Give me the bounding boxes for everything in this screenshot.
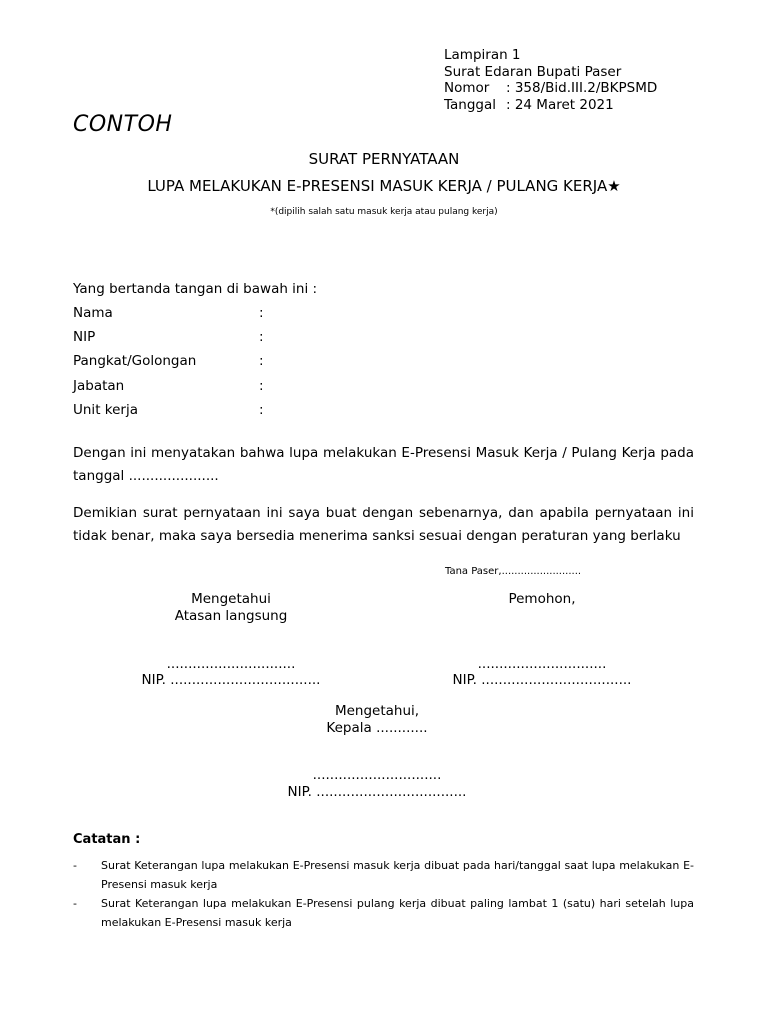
- place-date: Tana Paser,.........................: [445, 566, 582, 577]
- notes-heading: Catatan :: [73, 832, 141, 847]
- selection-note: *(dipilih salah satu masuk kerja atau pulang kerja): [270, 207, 498, 217]
- tanggal-label: Tanggal: [444, 96, 497, 113]
- contoh-label: CONTOH: [73, 112, 173, 137]
- left-signature-role: Atasan langsung: [174, 608, 288, 624]
- document-subtitle: [0, 177, 768, 195]
- left-signature-name: ..............................: [166, 656, 296, 672]
- star-icon: ★: [607, 177, 621, 195]
- lampiran-title: Lampiran 1: [444, 47, 521, 63]
- field-colon-nama: :: [259, 305, 264, 321]
- lampiran-subtitle: Surat Edaran Bupati Paser: [444, 63, 622, 80]
- lampiran-nomor-row: [444, 80, 657, 97]
- tanggal-value: : 24 Maret 2021: [506, 96, 614, 113]
- center-signature-name: ..............................: [312, 767, 442, 783]
- field-label-jabatan: Jabatan: [73, 378, 125, 394]
- note-bullet: -: [73, 859, 77, 872]
- note-text: Surat Keterangan lupa melakukan E-Presensi pulang kerja dibuat paling lambat 1 (satu) hari setelah lupa melakukan E-Presensi masuk kerja: [101, 897, 694, 929]
- document-subtitle-text: LUPA MELAKUKAN E-PRESENSI MASUK KERJA / PULANG KERJA: [147, 177, 608, 195]
- closing-paragraph: Demikian surat pernyataan ini saya buat dengan sebenarnya, dan apabila pernyataan ini tidak benar, maka saya bersedia menerima sanksi sesuai dengan peraturan yang berlaku: [73, 505, 694, 544]
- field-colon-unit-kerja: :: [259, 402, 264, 418]
- field-label-pangkat: Pangkat/Golongan: [73, 353, 197, 369]
- nomor-value: : 358/Bid.III.2/BKPSMD: [506, 80, 658, 96]
- center-signature-heading: Mengetahui,: [334, 703, 420, 719]
- note-item: [73, 895, 694, 932]
- note-item: [73, 857, 694, 894]
- field-label-nip: NIP: [73, 329, 96, 345]
- intro-text: Yang bertanda tangan di bawah ini :: [73, 281, 318, 297]
- left-signature-heading: Mengetahui: [191, 591, 271, 607]
- center-signature-role: Kepala ............: [326, 720, 428, 736]
- field-colon-jabatan: :: [259, 378, 264, 394]
- left-signature-nip: NIP. ...................................: [141, 672, 321, 688]
- field-colon-pangkat: :: [259, 353, 264, 369]
- field-label-nama: Nama: [73, 305, 113, 321]
- lampiran-tanggal-row: [444, 97, 657, 114]
- nomor-label: Nomor: [444, 80, 490, 96]
- lampiran-block: [444, 47, 657, 113]
- field-colon-nip: :: [259, 329, 264, 345]
- right-signature-name: ..............................: [477, 656, 607, 672]
- right-signature-nip: NIP. ...................................: [452, 672, 632, 688]
- right-signature-heading: Pemohon,: [508, 591, 576, 607]
- note-text: Surat Keterangan lupa melakukan E-Presensi masuk kerja dibuat pada hari/tanggal saat lupa melakukan E-Presensi masuk kerja: [101, 859, 694, 891]
- center-signature-nip: NIP. ...................................: [287, 784, 467, 800]
- document-title: SURAT PERNYATAAN: [308, 150, 460, 168]
- statement-paragraph: Dengan ini menyatakan bahwa lupa melakukan E-Presensi Masuk Kerja / Pulang Kerja pada tanggal .....................: [73, 445, 694, 484]
- note-bullet: -: [73, 897, 77, 910]
- field-label-unit-kerja: Unit kerja: [73, 402, 138, 418]
